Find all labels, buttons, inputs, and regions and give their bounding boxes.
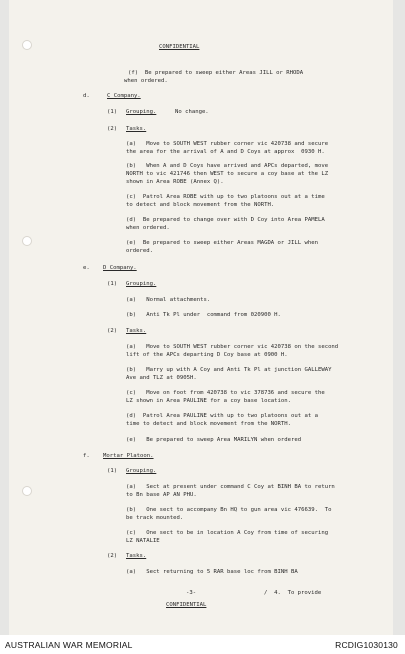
punch-hole: [22, 40, 32, 50]
archive-footer: [0, 635, 405, 654]
subheading: Tasks.: [126, 553, 147, 559]
section-heading: D Company.: [103, 265, 137, 271]
para-number: (2): [107, 553, 118, 559]
para-number: (2): [107, 126, 118, 132]
text-line: (a) Normal attachments.: [126, 297, 211, 303]
subheading: Grouping.: [126, 281, 157, 287]
text-line: be track mounted.: [126, 515, 184, 521]
subheading: Grouping.: [126, 109, 157, 115]
text-line: the area for the arrival of A and D Coys at approx 0930 H.: [126, 149, 325, 155]
text-line: (b) Marry up with A Coy and Anti Tk Pl at junction GALLEWAY: [126, 367, 332, 373]
text-line: LZ shown in Area PAULINE for a coy base location.: [126, 398, 292, 404]
para-number: (1): [107, 281, 118, 287]
subheading: Tasks.: [126, 126, 147, 132]
text-line: (b) One sect to accompany Bn HQ to gun area vic 476639. To: [126, 507, 332, 513]
text-line: (b) Anti Tk Pl under command from 020900 H.: [126, 312, 281, 318]
text-line: (d) Be prepared to change over with D Coy into Area PAMELA: [126, 217, 325, 223]
text-line: to detect and block movement from the NORTH.: [126, 202, 275, 208]
text-line: (a) Move to SOUTH WEST rubber corner vic 420738 on the second: [126, 344, 339, 350]
para-number: (1): [107, 468, 118, 474]
text-line: ordered.: [126, 248, 153, 254]
continuation-note: / 4. To provide: [264, 590, 322, 596]
text-line: lift of the APCs departing D Coy base at 0900 H.: [126, 352, 288, 358]
text-line: (e) Be prepared to sweep Area MARILYN when ordered: [126, 437, 302, 443]
text-line: (d) Patrol Area PAULINE with up to two platoons out at a: [126, 413, 318, 419]
text-line: NORTH to vic 421746 then WEST to secure a coy base at the LZ: [126, 171, 329, 177]
text-line: (f) Be prepared to sweep either Areas JILL or RHODA: [128, 70, 304, 76]
page-number: -3-: [186, 590, 197, 596]
para-number: (1): [107, 109, 118, 115]
text-line: (b) When A and D Coys have arrived and APCs departed, move: [126, 163, 329, 169]
subheading: Tasks.: [126, 328, 147, 334]
text-line: when ordered.: [126, 225, 170, 231]
text-line: (c) Move on foot from 420738 to vic 378736 and secure the: [126, 390, 325, 396]
text-line: (a) Sect at present under command C Coy at BINH BA to return: [126, 484, 335, 490]
section-heading: Mortar Platoon.: [103, 453, 154, 459]
para-letter: e.: [83, 265, 90, 271]
text-line: to Bn base AP AN PHU.: [126, 492, 197, 498]
punch-hole: [22, 486, 32, 496]
text-line: (c) One sect to be in location A Coy from time of securing: [126, 530, 329, 536]
text-line: time to detect and block movement from the NORTH.: [126, 421, 292, 427]
text-line: (c) Patrol Area ROBE with up to two platoons out at a time: [126, 194, 325, 200]
text-line: LZ NATALIE: [126, 538, 160, 544]
text-line: (e) Be prepared to sweep either Areas MAGDA or JILL when: [126, 240, 318, 246]
subheading: Grouping.: [126, 468, 157, 474]
section-heading: C Company.: [107, 93, 141, 99]
text-line: (a) Sect returning to 5 RAR base loc from BINH BA: [126, 569, 298, 575]
text-line: shown in Area ROBE (Annex Q).: [126, 179, 224, 185]
para-number: (2): [107, 328, 118, 334]
archive-reference: RCDIG1030130: [335, 640, 398, 650]
text-line: when ordered.: [124, 78, 168, 84]
punch-hole: [22, 236, 32, 246]
text-line: No change.: [175, 109, 209, 115]
header-confidential: CONFIDENTIAL: [159, 44, 200, 50]
para-letter: f.: [83, 453, 90, 459]
footer-confidential: CONFIDENTIAL: [166, 602, 207, 608]
text-line: Ave and TLZ at 0905H.: [126, 375, 197, 381]
para-letter: d.: [83, 93, 90, 99]
archive-name: AUSTRALIAN WAR MEMORIAL: [5, 640, 133, 650]
text-line: (a) Move to SOUTH WEST rubber corner vic 420738 and secure: [126, 141, 329, 147]
